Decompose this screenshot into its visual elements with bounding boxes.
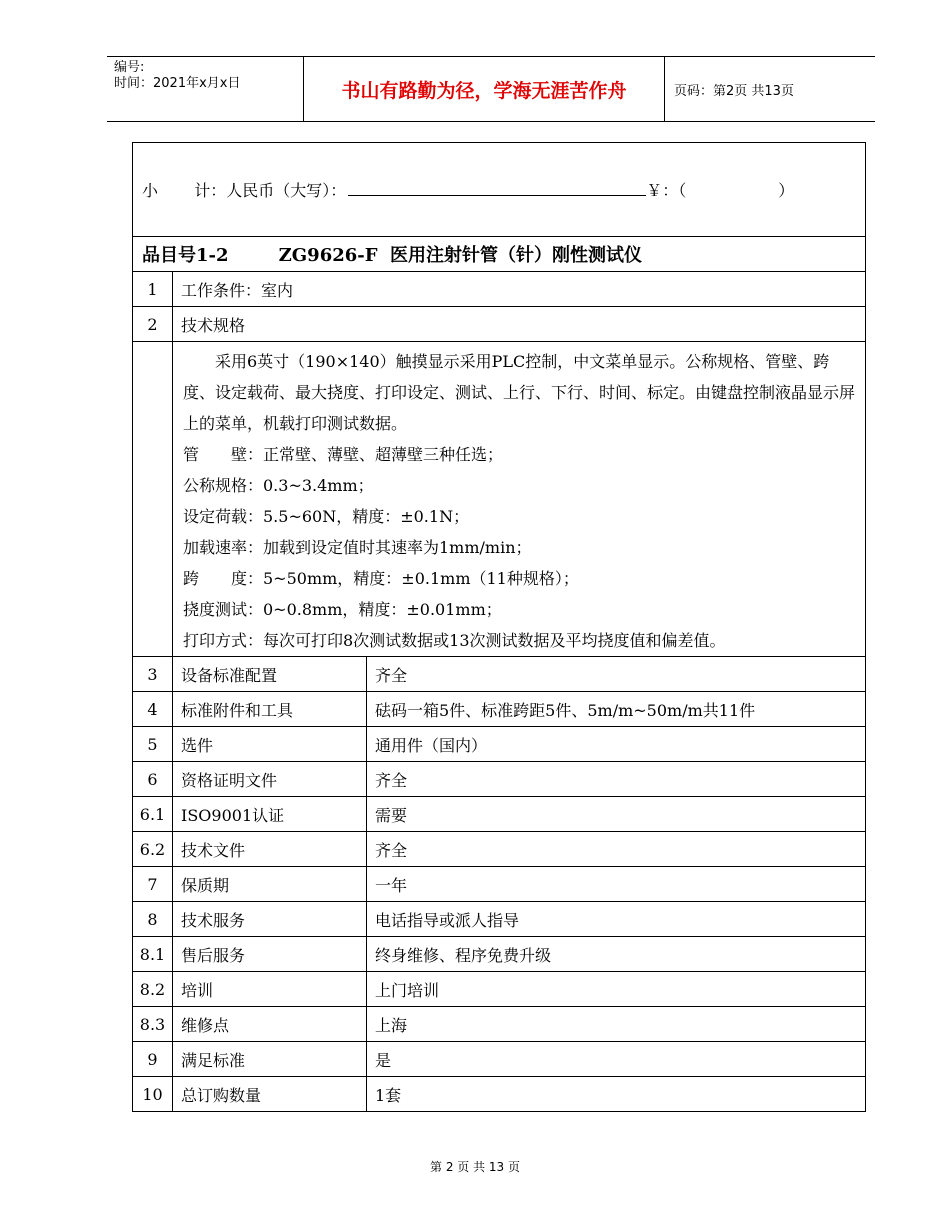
table-row <box>133 832 866 867</box>
row-item: 保质期 <box>173 867 367 902</box>
table-row <box>133 272 866 307</box>
table-row <box>133 937 866 972</box>
page-header <box>107 56 875 122</box>
spec-rows <box>133 657 866 1112</box>
row-number: 8 <box>133 902 173 937</box>
header-page-info: 页码：第2页 共13页 <box>674 83 794 99</box>
spec-intro: 采用6英寸（190×140）触摸显示采用PLC控制，中文菜单显示。公称规格、管壁、跨度、设定载荷、最大挠度、打印设定、测试、上行、下行、时间、标定。由键盘控制液晶显示屏上的菜单，机载打印测试数据。 <box>183 352 856 433</box>
row-number: 1 <box>133 272 173 307</box>
table-row <box>133 902 866 937</box>
row-number: 8.1 <box>133 937 173 972</box>
row-item: 维修点 <box>173 1007 367 1042</box>
spec-line: 挠度测试：0~0.8mm，精度：±0.01mm； <box>183 600 502 619</box>
item-title-row <box>133 237 866 272</box>
spec-row <box>133 342 866 657</box>
spec-line: 加载速率：加载到设定值时其速率为1mm/min； <box>183 538 532 557</box>
row-value: 上海 <box>367 1007 866 1042</box>
table-row <box>133 692 866 727</box>
row-item: 工作条件：室内 <box>173 272 866 307</box>
row-number: 8.3 <box>133 1007 173 1042</box>
table-row <box>133 972 866 1007</box>
row-value: 1套 <box>367 1077 866 1112</box>
row-value: 电话指导或派人指导 <box>367 902 866 937</box>
spec-line: 管 壁：正常壁、薄壁、超薄壁三种任选； <box>183 445 504 464</box>
page-footer: 第 2 页 共 13 页 <box>430 1160 520 1174</box>
yen-close: ） <box>778 181 795 200</box>
table-row <box>133 1077 866 1112</box>
spec-content <box>173 342 866 657</box>
row-value: 一年 <box>367 867 866 902</box>
spec-line: 设定荷载：5.5~60N，精度：±0.1N； <box>183 507 470 526</box>
subtotal-label-small: 小 <box>142 181 159 200</box>
row-number: 4 <box>133 692 173 727</box>
yen-label: ￥：（ <box>646 181 687 200</box>
row-value: 终身维修、程序免费升级 <box>367 937 866 972</box>
row-number: 6.2 <box>133 832 173 867</box>
row-value: 通用件（国内） <box>367 727 866 762</box>
row-item: 技术规格 <box>173 307 866 342</box>
table-row <box>133 1042 866 1077</box>
row-item: 标准附件和工具 <box>173 692 367 727</box>
row-item: ISO9001认证 <box>173 797 367 832</box>
row-number: 2 <box>133 307 173 342</box>
table-row <box>133 727 866 762</box>
spec-line: 公称规格：0.3~3.4mm； <box>183 476 374 495</box>
table-row <box>133 867 866 902</box>
spec-line: 跨 度：5~50mm，精度：±0.1mm（11种规格）； <box>183 569 579 588</box>
row-value: 齐全 <box>367 832 866 867</box>
time-label: 时间：2021年x月x日 <box>114 76 241 91</box>
subtotal-label: 计：人民币（大写）： <box>194 181 347 200</box>
subtotal-row <box>133 143 866 237</box>
table-row <box>133 797 866 832</box>
row-number: 5 <box>133 727 173 762</box>
item-title-text: 品目号1-2 ZG9626-F 医用注射针管（针）刚性测试仪 <box>142 245 643 266</box>
row-item: 满足标准 <box>173 1042 367 1077</box>
table-row <box>133 1007 866 1042</box>
row-item: 总订购数量 <box>173 1077 367 1112</box>
row-value: 砝码一箱5件、标准跨距5件、5m/m~50m/m共11件 <box>367 692 866 727</box>
row-value: 需要 <box>367 797 866 832</box>
row-number: 9 <box>133 1042 173 1077</box>
row-number: 7 <box>133 867 173 902</box>
row-number: 6 <box>133 762 173 797</box>
row-number: 10 <box>133 1077 173 1112</box>
row-item: 选件 <box>173 727 367 762</box>
row-value: 上门培训 <box>367 972 866 1007</box>
row-number: 3 <box>133 657 173 692</box>
header-left <box>107 57 303 121</box>
row-item: 售后服务 <box>173 937 367 972</box>
row-item: 技术服务 <box>173 902 367 937</box>
amount-blank <box>348 181 646 196</box>
row-number: 6.1 <box>133 797 173 832</box>
row-value: 是 <box>367 1042 866 1077</box>
number-label: 编号: <box>114 60 145 75</box>
item-title <box>133 237 866 272</box>
table-row <box>133 657 866 692</box>
header-motto: 书山有路勤为径，学海无涯苦作舟 <box>303 57 665 121</box>
table-row <box>133 762 866 797</box>
spec-line: 打印方式：每次可打印8次测试数据或13次测试数据及平均挠度值和偏差值。 <box>183 631 726 650</box>
row-item: 技术文件 <box>173 832 367 867</box>
row-item: 资格证明文件 <box>173 762 367 797</box>
row-item: 培训 <box>173 972 367 1007</box>
row-value: 齐全 <box>367 762 866 797</box>
row-value: 齐全 <box>367 657 866 692</box>
table-row <box>133 307 866 342</box>
spec-table <box>132 142 866 1112</box>
row-number: 8.2 <box>133 972 173 1007</box>
row-item: 设备标准配置 <box>173 657 367 692</box>
